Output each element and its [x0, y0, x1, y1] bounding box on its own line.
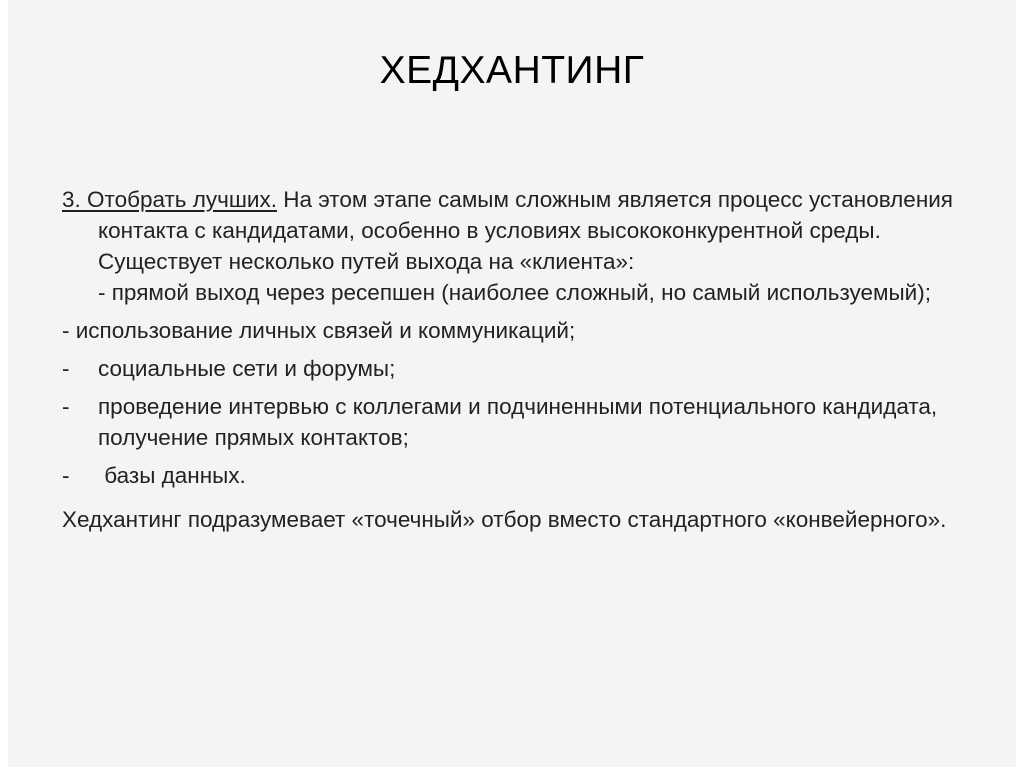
list-item-text: социальные сети и форумы;: [98, 356, 396, 381]
bullet-dash: -: [62, 356, 70, 381]
step-heading: 3. Отобрать лучших.: [62, 187, 278, 212]
list-item-interviews: [62, 391, 962, 453]
list-item-personal-links: - использование личных связей и коммуникаций;: [62, 318, 576, 343]
list-item-text: базы данных.: [98, 463, 246, 488]
bullet-dash: -: [62, 394, 70, 419]
sub-item-reception: - прямой выход через ресепшен (наиболее сложный, но самый используемый);: [98, 280, 931, 305]
slide-body: [62, 184, 962, 538]
list-item-databases: [62, 460, 962, 491]
intro-text: На этом этапе самым сложным является процесс установления контакта с кандидатами, особенно в условиях высококонкурентной среды. Существует несколько путей выхода на «клиента»:: [98, 187, 953, 274]
bullet-dash: -: [62, 463, 70, 488]
list-item-social-networks: [62, 353, 962, 384]
intro-paragraph: [62, 184, 962, 277]
closing-paragraph: Хедхантинг подразумевает «точечный» отбор вместо стандартного «конвейерного».: [62, 507, 947, 532]
slide-title: ХЕДХАНТИНГ: [379, 49, 645, 92]
list-item-text: проведение интервью с коллегами и подчиненными потенциального кандидата, получение прямых контактов;: [98, 394, 938, 450]
